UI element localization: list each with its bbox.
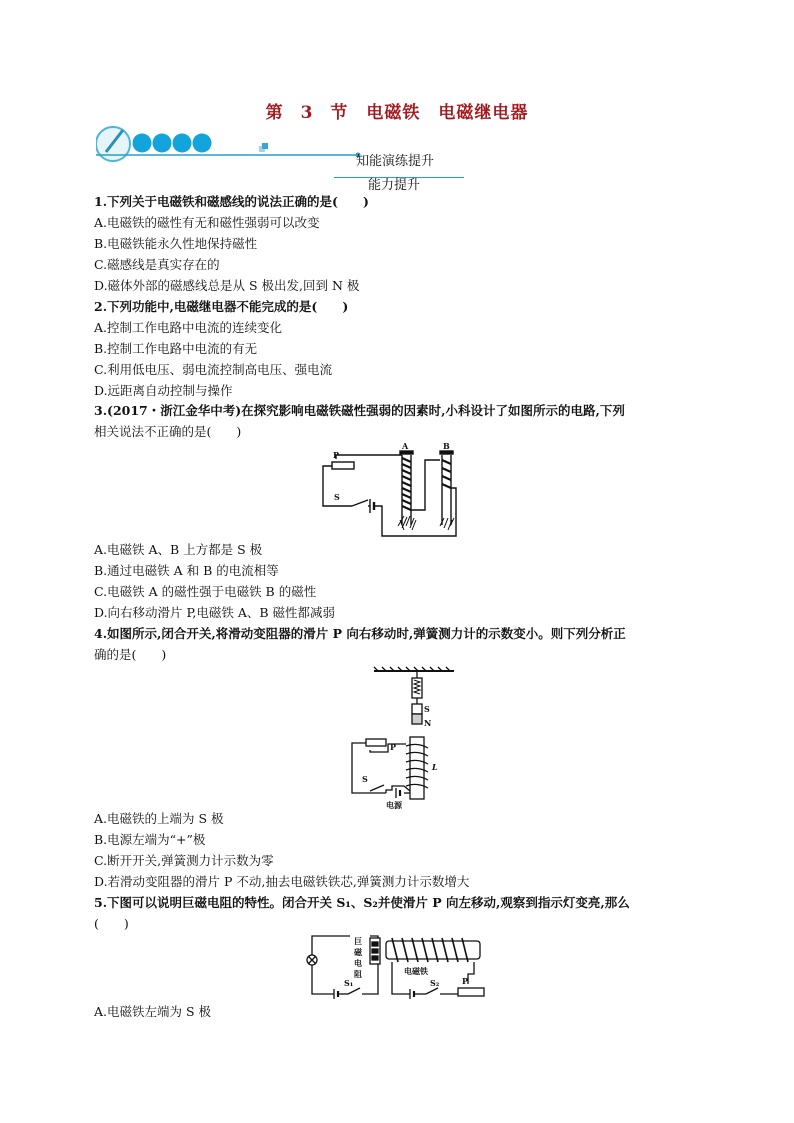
q4-label-p: P xyxy=(390,742,397,752)
q4-switch xyxy=(370,785,384,791)
q3-rheostat xyxy=(332,462,354,469)
section-label: 知能演练提升 xyxy=(356,154,435,169)
q5-switch-s2 xyxy=(426,988,438,994)
q3-label-p: P xyxy=(333,450,340,460)
q4-label-s-pole: S xyxy=(424,704,430,714)
q1-option-c: C.磁感线是真实存在的 xyxy=(94,257,220,272)
q4-circuit-figure xyxy=(344,666,474,812)
banner-dot xyxy=(133,134,152,153)
q5-option-a: A.电磁铁左端为 S 极 xyxy=(94,1004,212,1019)
q4-magnet-s xyxy=(412,704,422,714)
q1-stem: 1.下列关于电磁铁和磁感线的说法正确的是( ) xyxy=(94,194,369,209)
q1-option-a: A.电磁铁的磁性有无和磁性强弱可以改变 xyxy=(94,215,320,230)
banner-dot xyxy=(153,134,172,153)
q4-label-l: L xyxy=(432,762,438,772)
page-title: 第 3 节 电磁铁 电磁继电器 xyxy=(265,103,529,123)
q4-magnet-n xyxy=(412,714,422,724)
q5-label-p: P xyxy=(462,976,469,986)
q4-label-s: S xyxy=(362,774,368,784)
q1-option-d: D.磁体外部的磁感线总是从 S 极出发,回到 N 极 xyxy=(94,278,360,293)
banner-dot xyxy=(193,134,212,153)
q4-option-b: B.电源左端为“+”极 xyxy=(94,832,206,847)
q5-label-gmr-3: 电 xyxy=(354,958,362,968)
q1-option-b: B.电磁铁能永久性地保持磁性 xyxy=(94,236,258,251)
q2-option-c: C.利用低电压、弱电流控制高电压、强电流 xyxy=(94,362,333,377)
q5-stem-line2: ( ) xyxy=(94,916,129,931)
q5-rheostat xyxy=(458,988,484,996)
q3-option-c: C.电磁铁 A 的磁性强于电磁铁 B 的磁性 xyxy=(94,584,317,599)
q4-rheostat xyxy=(366,739,386,746)
banner-dot xyxy=(173,134,192,153)
q2-option-a: A.控制工作电路中电流的连续变化 xyxy=(94,320,283,335)
subsection-label: 能力提升 xyxy=(368,178,421,193)
q2-option-b: B.控制工作电路中电流的有无 xyxy=(94,341,258,356)
q4-option-a: A.电磁铁的上端为 S 极 xyxy=(94,811,224,826)
q3-circuit-figure xyxy=(318,440,478,540)
q5-label-gmr-4: 阻 xyxy=(354,969,362,979)
q4-stem-line2: 确的是( ) xyxy=(94,647,167,662)
q2-stem: 2.下列功能中,电磁继电器不能完成的是( ) xyxy=(94,299,349,314)
q5-label-gmr-1: 巨 xyxy=(354,936,362,946)
q5-stem-line1: 5.下图可以说明巨磁电阻的特性。闭合开关 S₁、S₂并使滑片 P 向左移动,观察到指示灯变亮,那么 xyxy=(94,895,630,910)
q5-switch-s1 xyxy=(348,988,360,994)
q4-option-d: D.若滑动变阻器的滑片 P 不动,抽去电磁铁铁芯,弹簧测力计示数增大 xyxy=(94,874,470,889)
q3-option-a: A.电磁铁 A、B 上方都是 S 极 xyxy=(94,542,263,557)
q4-option-c: C.断开开关,弹簧测力计示数为零 xyxy=(94,853,274,868)
q5-circuit-figure xyxy=(300,928,492,1000)
q3-option-d: D.向右移动滑片 P,电磁铁 A、B 磁性都减弱 xyxy=(94,605,336,620)
q5-label-core: 电磁铁 xyxy=(404,966,428,976)
q3-switch xyxy=(352,500,368,506)
q5-label-s1: S₁ xyxy=(344,978,354,988)
q3-label-b: B xyxy=(443,441,450,451)
q3-stem-line1: 3.(2017・浙江金华中考)在探究影响电磁铁磁性强弱的因素时,小科设计了如图所示的电路,下列 xyxy=(94,403,625,418)
q3-label-a: A xyxy=(402,441,409,451)
q3-label-s: S xyxy=(334,492,340,502)
q4-stem-line1: 4.如图所示,闭合开关,将滑动变阻器的滑片 P 向右移动时,弹簧测力计的示数变小。则下列分析正 xyxy=(94,626,626,641)
q3-option-b: B.通过电磁铁 A 和 B 的电流相等 xyxy=(94,563,279,578)
q5-label-s2: S₂ xyxy=(430,978,440,988)
q4-label-n-pole: N xyxy=(424,718,432,728)
q3-stem-line2: 相关说法不正确的是( ) xyxy=(94,424,242,439)
q5-label-gmr-2: 磁 xyxy=(354,947,362,957)
q4-label-source: 电源 xyxy=(386,800,402,810)
q2-option-d: D.远距离自动控制与操作 xyxy=(94,383,233,398)
